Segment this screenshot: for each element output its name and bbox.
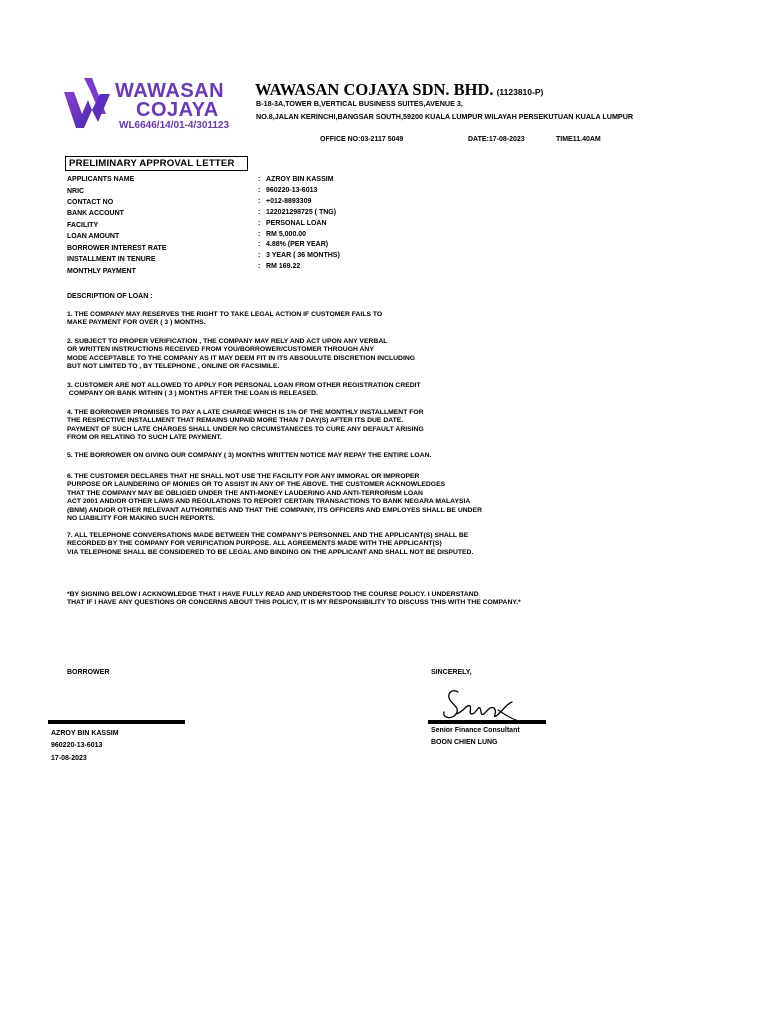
letter-time: TIME11.40AM (556, 136, 601, 143)
field-colon: : (258, 198, 261, 205)
field-colon: : (258, 209, 261, 216)
field-value-facility: PERSONAL LOAN (266, 220, 327, 227)
field-label-interest-rate: BORROWER INTEREST RATE (67, 245, 167, 252)
company-address-line1: B-18-3A,TOWER B,VERTICAL BUSINESS SUITES,AVENUE 3, (256, 99, 463, 108)
signatory-name: BOON CHIEN LUNG (431, 739, 498, 746)
signature-icon (436, 684, 526, 724)
logo-licence-number: WL6646/14/01-4/301123 (119, 120, 230, 131)
field-label-installment-tenure: INSTALLMENT IN TENURE (67, 256, 156, 263)
loan-clause-2: 2. SUBJECT TO PROPER VERIFICATION , THE COMPANY MAY RELY AND ACT UPON ANY VERBAL OR WRITTEN INSTRUCTIONS RECEIVED FROM YOU/BORROWER/CUSTOMER THROUGH ANY MODE ACCEPTABLE TO THE COMPANY AS IT MAY DEEM FIT IN ITS ABSOULUTE DISCRETION INCLUDING BUT NOT LIMITED TO , BY TELEPHONE , ONLINE OR FACSIMILE. (67, 338, 416, 371)
field-label-applicant-name: APPLICANTS NAME (67, 176, 135, 183)
field-label-facility: FACILITY (67, 222, 99, 229)
loan-clause-6: 6. THE CUSTOMER DECLARES THAT HE SHALL NOT USE THE FACILITY FOR ANY IMMORAL OR IMPROPER PURPOSE OR LAUNDERING OF MONIES OR TO ASSIST IN ANY OF THE ABOVE. THE CUSTOMER ACKNOWLEDGES THAT THE COMPANY MAY BE OBLIGED UNDER THE ANTI-MONEY LAUDERING AND ANTI-TERRORISM LOAN ACT 2001 AND/OR OTHER LAWS AND REGULATIONS TO REPORT CERTAIN TRANSACTIONS TO BANK NEGARA MALAYSIA (BNM) AND/OR OTHER RELEVANT AUTHORITIES AND THAT THE COMPANY, ITS OFFICERS AND EMPLOYES SHALL BE UNDER NO LIABILITY FOR MAKING SUCH REPORTS. (67, 473, 482, 523)
company-name-line (255, 80, 543, 100)
loan-clause-3: 3. CUSTOMER ARE NOT ALLOWED TO APPLY FOR PERSONAL LOAN FROM OTHER REGISTRATION CREDIT COMPANY OR BANK WITHIN ( 3 ) MONTHS AFTER THE LOAN IS RELEASED. (67, 382, 421, 398)
field-value-bank-account: 122021298725 ( TNG) (266, 209, 337, 216)
closing-salutation: SINCERELY, (431, 669, 472, 676)
handwritten-signature (436, 684, 526, 724)
field-label-bank-account: BANK ACCOUNT (67, 210, 124, 217)
loan-clause-7: 7. ALL TELEPHONE CONVERSATIONS MADE BETWEEN THE COMPANY'S PERSONNEL AND THE APPLICANT(S) SHALL BE RECORDED BY THE COMPANY FOR VERIFICATION PURPOSE. ALL AGREEMENTS MADE WITH THE APPLICANT(S) VIA TELEPHONE SHALL BE CONSIDERED TO BE LEGAL AND BINDING ON THE APPLICANT AND SHALL NOT BE DISPUTED. (67, 532, 474, 556)
company-reg-no: (1123810-P) (496, 87, 544, 97)
logo-wordmark-line1: WAWASAN (115, 80, 225, 102)
field-value-contact-no: +012-8893309 (266, 198, 312, 205)
field-colon: : (258, 263, 261, 270)
office-number: OFFICE NO:03-2117 5049 (320, 136, 404, 143)
field-value-loan-amount: RM 5,000.00 (266, 231, 307, 238)
signatory-title: Senior Finance Consultant (431, 727, 520, 734)
field-colon: : (258, 231, 261, 238)
borrower-name: AZROY BIN KASSIM (51, 730, 119, 737)
field-colon: : (258, 187, 261, 194)
letter-title: PRELIMINARY APPROVAL LETTER (65, 156, 248, 171)
field-value-monthly-payment: RM 169.22 (266, 263, 301, 270)
logo-wordmark-line2: COJAYA (136, 99, 219, 121)
borrower-nric: 960220-13-6013 (51, 742, 103, 749)
signatory-signature-line (428, 720, 546, 724)
borrower-signature-line (48, 720, 185, 724)
field-colon: : (258, 176, 261, 183)
loan-clause-5: 5. THE BORROWER ON GIVING OUR COMPANY ( 3) MONTHS WRITTEN NOTICE MAY REPAY THE ENTIRE LOAN. (67, 452, 432, 459)
field-value-interest-rate: 4.88% (PER YEAR) (266, 241, 329, 248)
description-heading: DESCRIPTION OF LOAN : (67, 293, 153, 300)
field-colon: : (258, 241, 261, 248)
borrower-label: BORROWER (67, 669, 110, 676)
field-value-installment-tenure: 3 YEAR ( 36 MONTHS) (266, 252, 340, 259)
loan-clause-4: 4. THE BORROWER PROMISES TO PAY A LATE CHARGE WHICH IS 1% OF THE MONTHLY INSTALLMENT FOR THE RESPECTIVE INSTALLMENT THAT REMAINS UNPAID MORE THAN 7 DAY(S) AFTER ITS DUE DATE. PAYMENT OF SUCH LATE CHARGES SHALL UNDER NO CRCUMSTANECES TO CURE ANY DEFAULT ARISING FROM OR RELATING TO SUCH LATE PAYMENT. (67, 409, 424, 442)
field-label-contact-no: CONTACT NO (67, 199, 114, 206)
company-address-line2: NO.8,JALAN KERINCHI,BANGSAR SOUTH,59200 KUALA LUMPUR WILAYAH PERSEKUTUAN KUALA LUMPUR (256, 112, 634, 121)
loan-clause-1: 1. THE COMPANY MAY RESERVES THE RIGHT TO TAKE LEGAL ACTION IF CUSTOMER FAILS TO MAKE PAYMENT FOR OVER ( 3 ) MONTHS. (67, 311, 383, 327)
borrower-sign-date: 17-08-2023 (51, 755, 87, 762)
field-label-monthly-payment: MONTHLY PAYMENT (67, 268, 136, 275)
field-colon: : (258, 220, 261, 227)
field-colon: : (258, 252, 261, 259)
field-label-nric: NRIC (67, 188, 85, 195)
acknowledgement-statement: *BY SIGNING BELOW I ACKNOWLEDGE THAT I HAVE FULLY READ AND UNDERSTOOD THE COURSE POLICY. I UNDERSTAND THAT IF I HAVE ANY QUESTIONS OR CONCERNS ABOUT THIS POLICY, IT IS MY RESPONSIBILITY TO DISCUSS THIS WITH THE COMPANY.* (67, 591, 521, 607)
field-label-loan-amount: LOAN AMOUNT (67, 233, 120, 240)
letter-date: DATE:17-08-2023 (468, 136, 525, 143)
company-name: WAWASAN COJAYA SDN. BHD. (255, 80, 494, 99)
logo-mark-icon (62, 74, 118, 130)
field-value-nric: 960220-13-6013 (266, 187, 318, 194)
field-value-applicant-name: AZROY BIN KASSIM (266, 176, 334, 183)
